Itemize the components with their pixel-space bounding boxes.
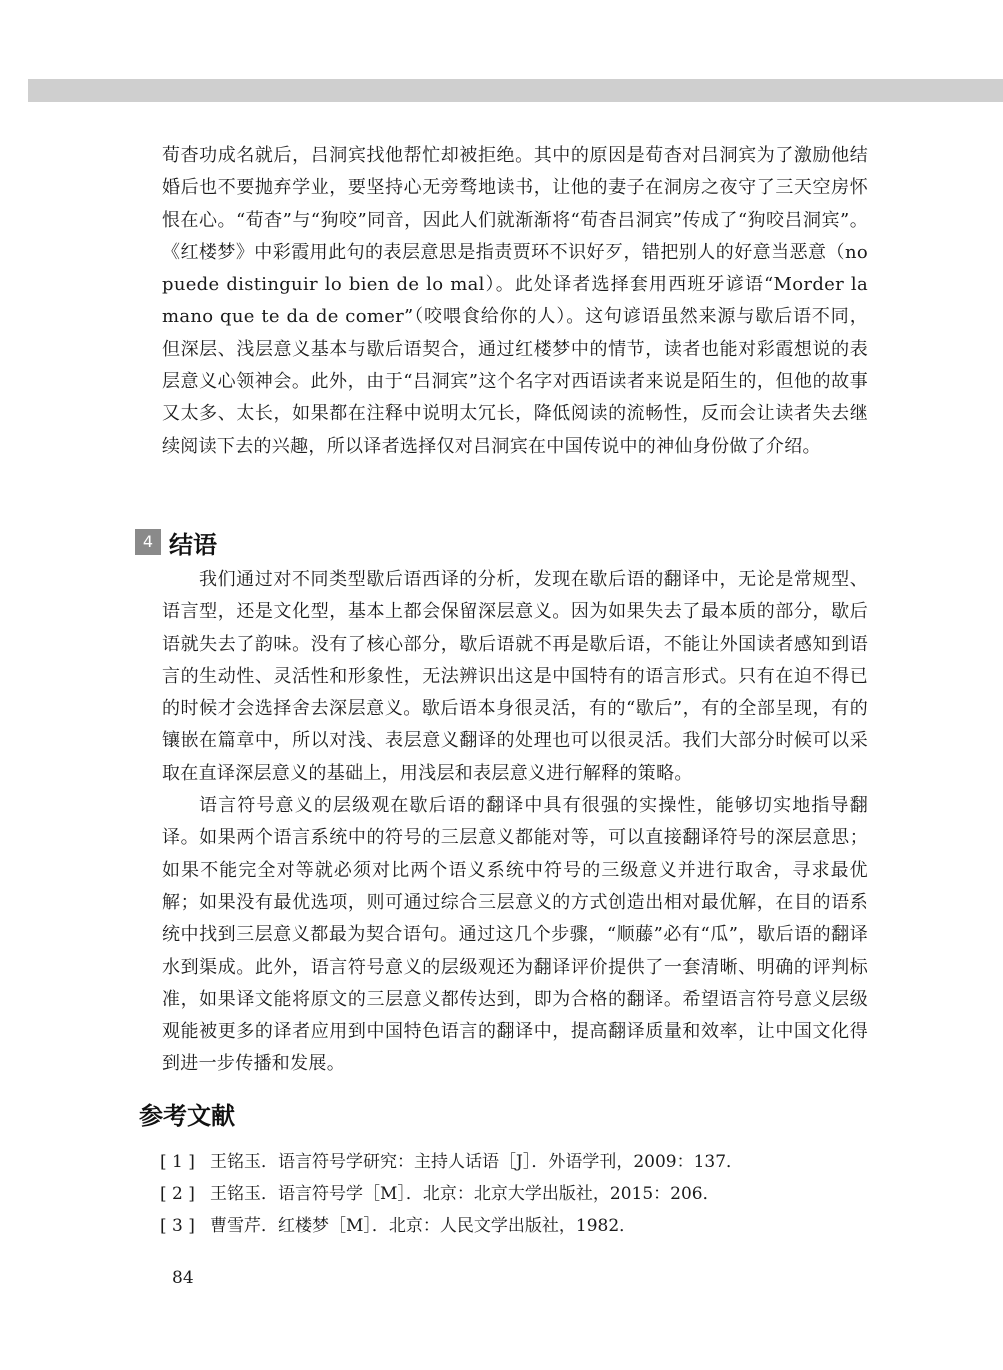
reference-item (160, 1146, 880, 1178)
page-number: 84 (172, 1268, 194, 1288)
section-title: 结语 (169, 530, 217, 559)
continuation-paragraph: 荀杳功成名就后，吕洞宾找他帮忙却被拒绝。其中的原因是荀杳对吕洞宾为了激励他结婚后也不要抛弃学业，要坚持心无旁骛地读书，让他的妻子在洞房之夜守了三天空房怀恨在心。“荀杳”与“狗咬”同音，因此人们就渐渐将“荀杳吕洞宾”传成了“狗咬吕洞宾”。《红楼梦》中彩霞用此句的表层意思是指责贾环不识好歹，错把别人的好意当恶意（no puede distinguir lo bien de lo mal）。此处译者选择套用西班牙谚语“Morder la mano que te da de comer”（咬喂食给你的人）。这句谚语虽然来源与歇后语不同，但深层、浅层意义基本与歇后语契合，通过红楼梦中的情节，读者也能对彩霞想说的表层意义心领神会。此外，由于“吕洞宾”这个名字对西语读者来说是陌生的，但他的故事又太多、太长，如果都在注释中说明太冗长，降低阅读的流畅性，反而会让读者失去继续阅读下去的兴趣，所以译者选择仅对吕洞宾在中国传说中的神仙身份做了介绍。 (162, 145, 868, 457)
reference-text: 曹雪芹．红楼梦［M］．北京：人民文学出版社，1982． (210, 1216, 637, 1236)
section-body (162, 564, 868, 1081)
reference-item (160, 1178, 880, 1210)
references-list (160, 1146, 880, 1242)
conclusion-paragraph-2: 语言符号意义的层级观在歇后语的翻译中具有很强的实操性，能够切实地指导翻译。如果两个语言系统中的符号的三层意义都能对等，可以直接翻译符号的深层意思；如果不能完全对等就必须对比两个语义系统中符号的三级意义并进行取舍，寻求最优解；如果没有最优选项，则可通过综合三层意义的方式创造出相对最优解，在目的语系统中找到三层意义都最为契合语句。通过这几个步骤，“顺藤”必有“瓜”，歇后语的翻译水到渠成。此外，语言符号意义的层级观还为翻译评价提供了一套清晰、明确的评判标准，如果译文能将原文的三层意义都传达到，即为合格的翻译。希望语言符号意义层级观能被更多的译者应用到中国特色语言的翻译中，提高翻译质量和效率，让中国文化得到进一步传播和发展。 (162, 795, 868, 1075)
section-heading (135, 522, 217, 562)
body-text (162, 140, 868, 463)
references-title: 参考文献 (139, 1102, 235, 1130)
conclusion-paragraph-1: 我们通过对不同类型歇后语西译的分析，发现在歇后语的翻译中，无论是常规型、语言型，还是文化型，基本上都会保留深层意义。因为如果失去了最本质的部分，歇后语就失去了韵味。没有了核心部分，歇后语就不再是歇后语，不能让外国读者感知到语言的生动性、灵活性和形象性，无法辨识出这是中国特有的语言形式。只有在迫不得已的时候才会选择舍去深层意义。歇后语本身很灵活，有的“歇后”，有的全部呈现，有的镶嵌在篇章中，所以对浅、表层意义翻译的处理也可以很灵活。我们大部分时候可以采取在直译深层意义的基础上，用浅层和表层意义进行解释的策略。 (162, 569, 868, 784)
header-band (28, 79, 1003, 102)
reference-number: [ 1 ] (160, 1152, 195, 1172)
reference-item (160, 1210, 880, 1242)
reference-number: [ 3 ] (160, 1216, 195, 1236)
section-number-badge: 4 (135, 529, 161, 555)
reference-text: 王铭玉．语言符号学［M］．北京：北京大学出版社，2015：206． (210, 1184, 720, 1204)
reference-number: [ 2 ] (160, 1184, 195, 1204)
reference-text: 王铭玉．语言符号学研究：主持人话语［J］．外语学刊，2009：137． (210, 1152, 744, 1172)
